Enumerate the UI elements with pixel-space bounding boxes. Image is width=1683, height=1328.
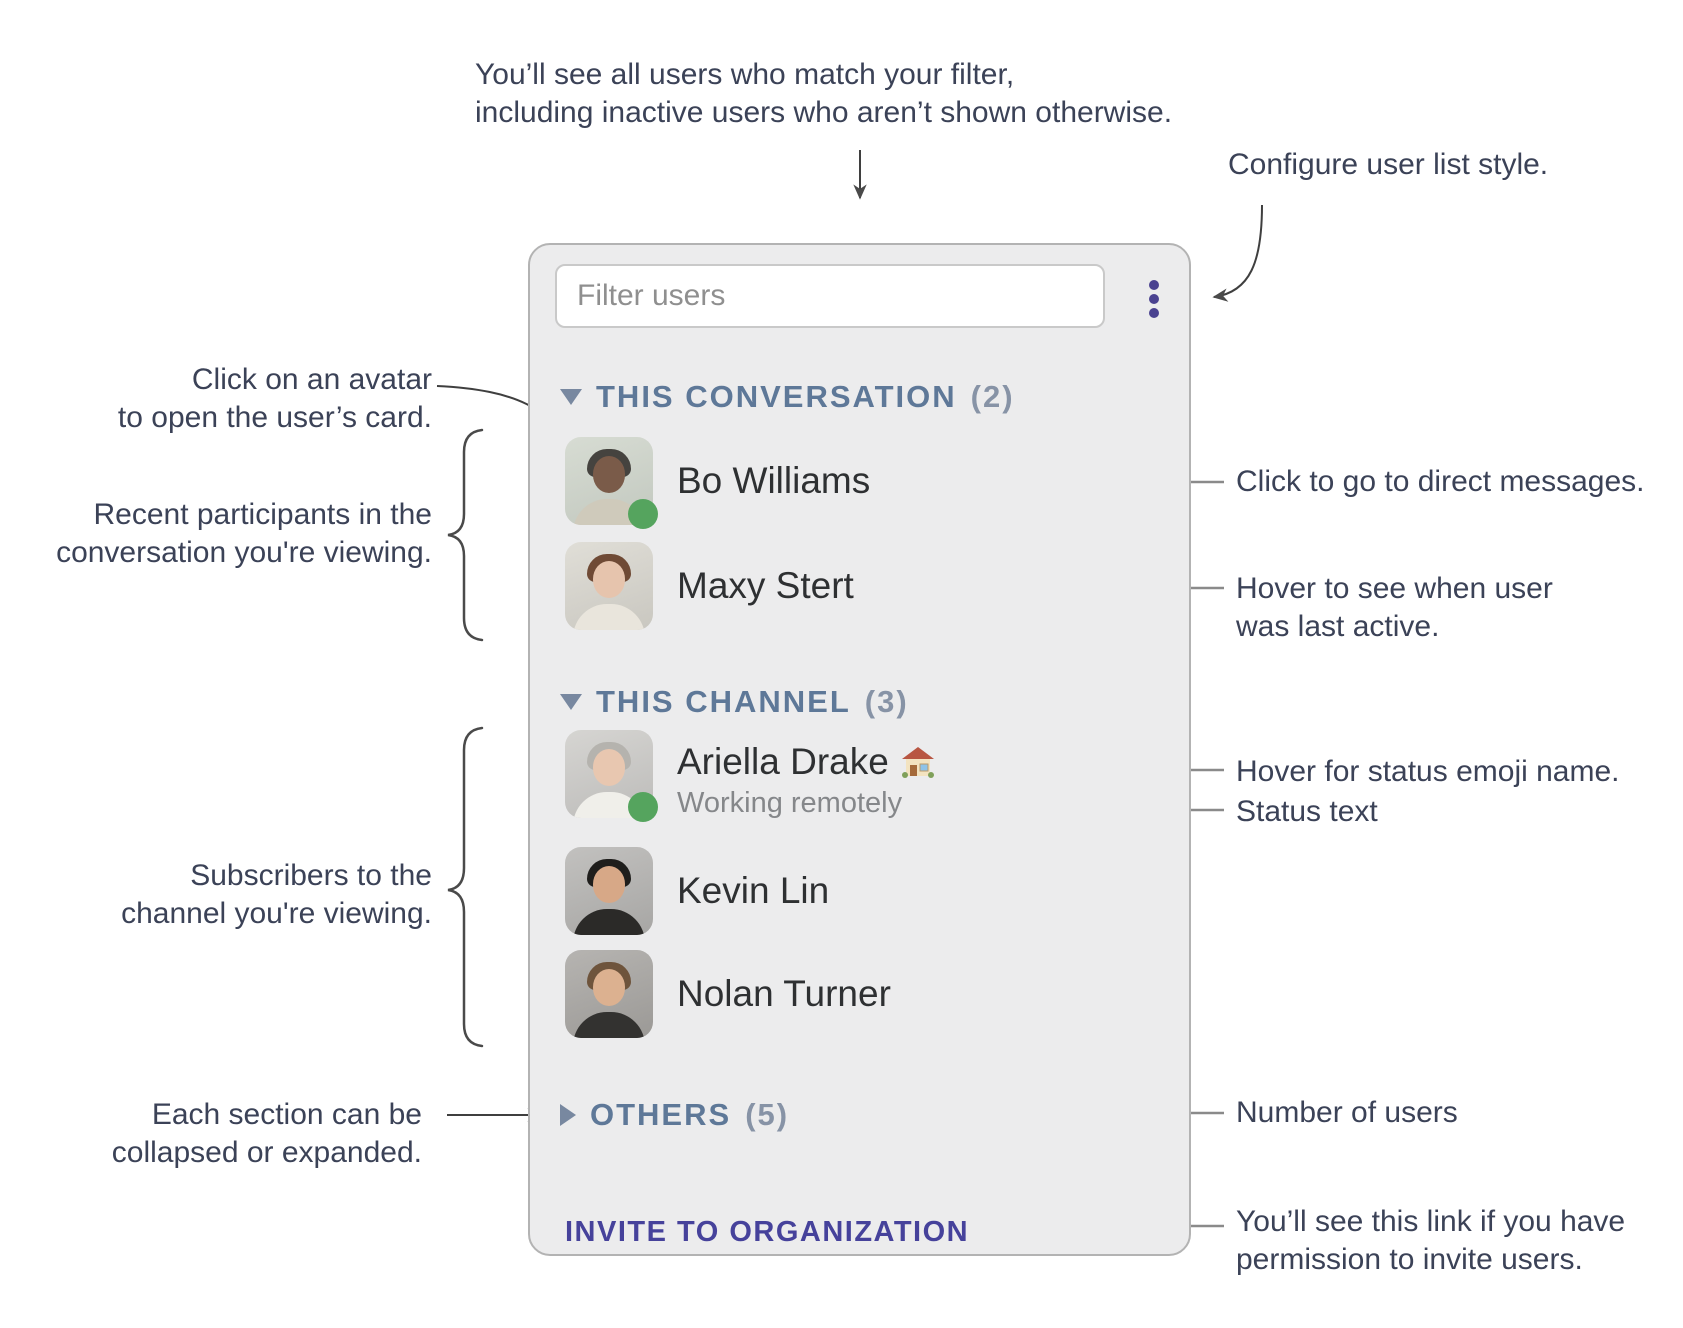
avatar[interactable]: [565, 950, 653, 1038]
user-name[interactable]: Kevin Lin: [677, 870, 830, 911]
note-dm: Click to go to direct messages.: [1236, 465, 1645, 498]
brace-subscribers: [448, 728, 482, 1046]
user-name[interactable]: Nolan Turner: [677, 973, 891, 1014]
avatar[interactable]: [565, 730, 653, 818]
online-status-dot: [628, 499, 658, 529]
filter-users-input[interactable]: [555, 264, 1105, 328]
user-list-menu-button[interactable]: [1140, 277, 1168, 321]
note-collapse: Each section can be collapsed or expanded.: [111, 1098, 422, 1169]
user-row[interactable]: [565, 847, 829, 935]
user-row[interactable]: [565, 950, 891, 1038]
invite-to-organization-link[interactable]: INVITE TO ORGANIZATION: [565, 1215, 970, 1248]
user-name[interactable]: Bo Williams: [677, 460, 871, 501]
kebab-menu-icon: [1149, 308, 1159, 318]
note-participants: Recent participants in the conversation you're viewing.: [56, 498, 432, 569]
user-row[interactable]: [565, 437, 870, 525]
section-label: THIS CHANNEL: [596, 684, 851, 719]
user-row[interactable]: [565, 542, 854, 630]
section-header-others[interactable]: [560, 1095, 789, 1135]
user-row[interactable]: [565, 727, 935, 820]
note-status-emoji: Hover for status emoji name.: [1236, 755, 1620, 788]
user-name[interactable]: Ariella Drake: [677, 741, 889, 782]
user-name[interactable]: Maxy Stert: [677, 565, 854, 606]
section-count: (5): [745, 1097, 790, 1132]
kebab-menu-icon: [1149, 280, 1159, 290]
section-count: (2): [970, 379, 1015, 414]
avatar[interactable]: [565, 542, 653, 630]
kebab-menu-icon: [1149, 294, 1159, 304]
connector-configure: [1214, 205, 1262, 297]
online-status-dot: [628, 792, 658, 822]
section-header-this-channel[interactable]: [560, 682, 909, 722]
note-top: You’ll see all users who match your filter, including inactive users who aren’t shown otherwise.: [475, 58, 1173, 129]
user-status-text: Working remotely: [677, 787, 903, 819]
note-subscribers: Subscribers to the channel you're viewing.: [121, 859, 432, 930]
user-list-panel: [528, 243, 1191, 1256]
note-configure: Configure user list style.: [1228, 148, 1549, 181]
section-label: THIS CONVERSATION: [596, 379, 957, 414]
note-last-active: Hover to see when user was last active.: [1236, 572, 1553, 643]
section-count: (3): [864, 684, 909, 719]
avatar[interactable]: [565, 437, 653, 525]
avatar[interactable]: [565, 847, 653, 935]
note-count: Number of users: [1236, 1096, 1458, 1129]
note-avatar: Click on an avatar to open the user’s card.: [117, 363, 432, 434]
brace-participants: [448, 430, 482, 640]
house-status-emoji-icon: [901, 746, 935, 778]
expand-triangle-icon: [560, 1104, 576, 1126]
section-header-this-conversation[interactable]: [560, 377, 1015, 417]
collapse-triangle-icon: [560, 694, 582, 710]
collapse-triangle-icon: [560, 389, 582, 405]
note-invite: You’ll see this link if you have permission to invite users.: [1236, 1205, 1626, 1276]
note-status-text: Status text: [1236, 795, 1378, 828]
section-label: OTHERS: [590, 1097, 732, 1132]
